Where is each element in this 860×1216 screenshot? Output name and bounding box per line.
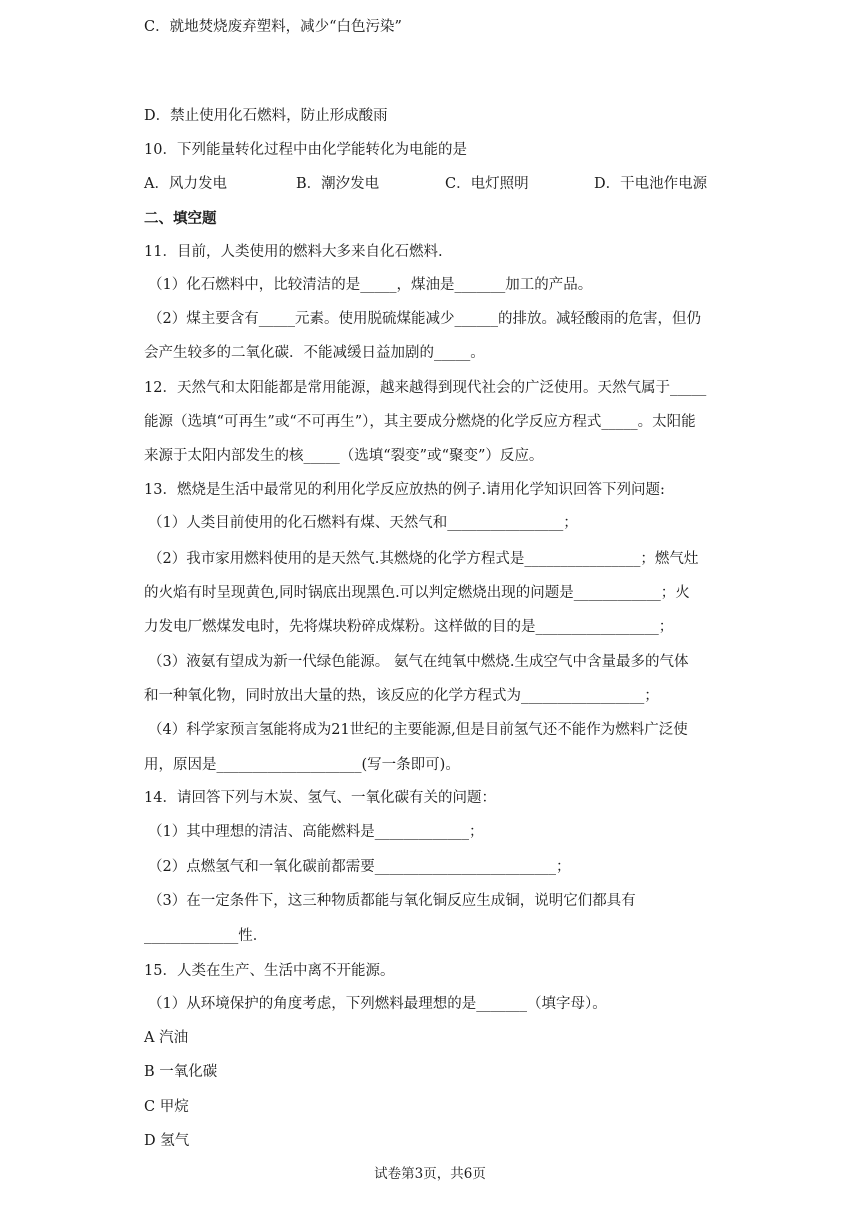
q13-part2-line2: 的火焰有时呈现黄色,同时锅底出现黑色.可以判定燃烧出现的问题是____________；火 [144, 585, 690, 601]
q15-option-a: A 汽油 [144, 1030, 189, 1046]
q10-option-b: B．潮汐发电 [296, 176, 380, 192]
section-heading: 二、填空题 [144, 211, 217, 227]
q10-option-a: A．风力发电 [144, 176, 227, 192]
q10-option-d: D．干电池作电源 [594, 176, 708, 192]
q12-line2: 能源（选填“可再生”或“不可再生”），其主要成分燃烧的化学反应方程式_____。太阳能 [144, 414, 696, 430]
q14-part3-line1: （3）在一定条件下，这三种物质都能与氧化铜反应生成铜，说明它们都具有 [148, 893, 636, 909]
q11-part1: （1）化石燃料中，比较清洁的是_____，煤油是_______加工的产品。 [148, 277, 593, 293]
q13-part1: （1）人类目前使用的化石燃料有煤、天然气和________________； [148, 515, 578, 531]
q13-part3-line1: （3）液氨有望成为新一代绿色能源。 氨气在纯氧中燃烧.生成空气中含量最多的气体 [148, 654, 689, 670]
q14-stem: 14．请回答下列与木炭、氢气、一氧化碳有关的问题： [144, 790, 496, 806]
q10-option-c: C．电灯照明 [445, 176, 529, 192]
q14-part2: （2）点燃氢气和一氧化碳前都需要_________________________； [148, 859, 571, 875]
q9-option-d: D．禁止使用化石燃料，防止形成酸雨 [144, 108, 388, 124]
q13-part2-line3: 力发电厂燃煤发电时，先将煤块粉碎成煤粉。这样做的目的是_________________； [144, 619, 674, 635]
q14-part3-line2: _____________性． [144, 928, 268, 944]
q12-line1: 12．天然气和太阳能都是常用能源，越来越得到现代社会的广泛使用。天然气属于_____ [144, 380, 707, 396]
q11-part2-line1: （2）煤主要含有_____元素。使用脱硫煤能减少______的排放。减轻酸雨的危害，但仍 [148, 311, 701, 327]
q13-part4-line1: （4）科学家预言氢能将成为21世纪的主要能源,但是目前氢气还不能作为燃料广泛使 [148, 722, 688, 738]
q9-option-c: C．就地焚烧废弃塑料，减少“白色污染” [144, 19, 402, 35]
q15-stem: 15．人类在生产、生活中离不开能源。 [144, 963, 395, 979]
q15-part1: （1）从环境保护的角度考虑，下列燃料最理想的是_______（填字母）。 [148, 996, 607, 1012]
q13-stem: 13．燃烧是生活中最常见的利用化学反应放热的例子.请用化学知识回答下列问题: [144, 482, 665, 498]
q11-stem: 11．目前，人类使用的燃料大多来自化石燃料. [144, 244, 443, 260]
q10-stem: 10．下列能量转化过程中由化学能转化为电能的是 [144, 142, 467, 158]
q11-part2-line2: 会产生较多的二氧化碳．不能减缓日益加剧的_____。 [144, 345, 485, 361]
q12-line3: 来源于太阳内部发生的核_____（选填“裂变”或“聚变”）反应。 [144, 448, 544, 464]
q13-part3-line2: 和一种氧化物，同时放出大量的热，该反应的化学方程式为_________________； [144, 688, 659, 704]
page-footer: 试卷第3页，共6页 [374, 1166, 486, 1182]
q13-part4-line2: 用，原因是____________________(写一条即可)。 [144, 757, 460, 773]
q15-option-c: C 甲烷 [144, 1099, 189, 1115]
q14-part1: （1）其中理想的清洁、高能燃料是_____________； [148, 824, 484, 840]
q15-option-d: D 氢气 [144, 1133, 190, 1149]
q13-part2-line1: （2）我市家用燃料使用的是天然气.其燃烧的化学方程式是________________；燃气灶 [148, 551, 699, 567]
q15-option-b: B 一氧化碳 [144, 1064, 218, 1080]
